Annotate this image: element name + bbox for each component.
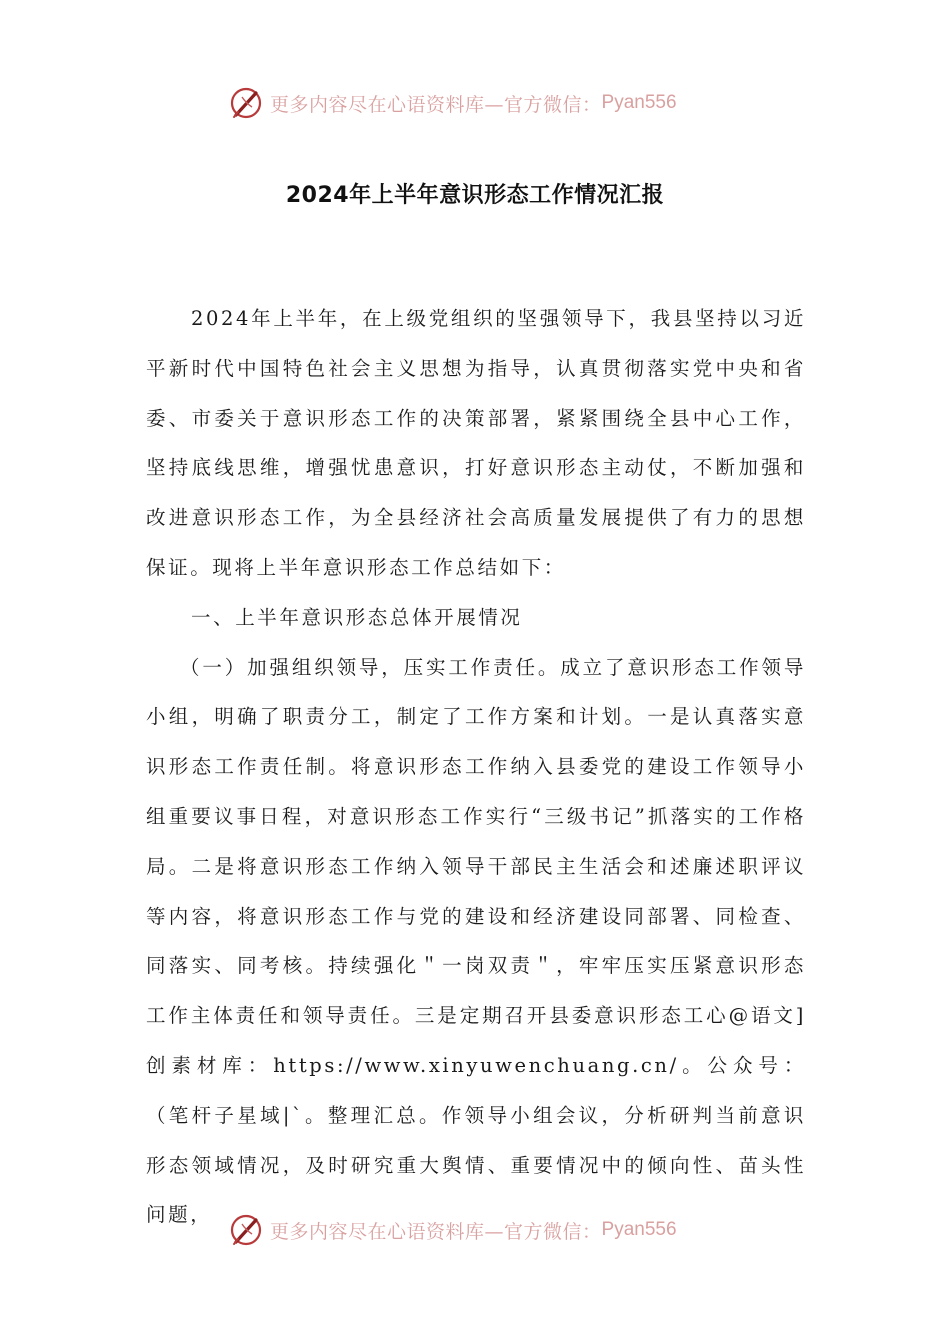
pen-logo-icon bbox=[228, 1212, 264, 1248]
watermark-text: 更多内容尽在心语资料库—官方微信： bbox=[270, 1220, 602, 1243]
watermark-wechat-id: Pyan556 bbox=[601, 92, 677, 113]
document-body bbox=[146, 294, 806, 1240]
pen-logo-icon bbox=[228, 85, 264, 121]
watermark-banner-top bbox=[228, 83, 748, 123]
intro-paragraph: 2024年上半年，在上级党组织的坚强领导下，我县坚持以习近平新时代中国特色社会主义思想为指导，认真贯彻落实党中央和省委、市委关于意识形态工作的决策部署，紧紧围绕全县中心工作，坚持底线思维，增强忧患意识，打好意识形态主动仗，不断加强和改进意识形态工作，为全县经济社会高质量发展提供了有力的思想保证。现将上半年意识形态工作总结如下： bbox=[146, 307, 806, 579]
watermark-wechat-id: Pyan556 bbox=[601, 1219, 677, 1240]
document-title: 2024年上半年意识形态工作情况汇报 bbox=[285, 183, 665, 208]
watermark-banner-bottom bbox=[228, 1210, 748, 1250]
watermark-text: 更多内容尽在心语资料库—官方微信： bbox=[270, 93, 602, 116]
section-heading: 一、上半年意识形态总体开展情况 bbox=[191, 605, 523, 629]
section-paragraph: （一）加强组织领导，压实工作责任。成立了意识形态工作领导小组，明确了职责分工，制定了工作方案和计划。一是认真落实意识形态工作责任制。将意识形态工作纳入县委党的建设工作领导小组重要议事日程，对意识形态工作实行“三级书记”抓落实的工作格局。二是将意识形态工作纳入领导干部民主生活会和述廉述职评议等内容，将意识形态工作与党的建设和经济建设同部署、同检查、同落实、同考核。持续强化＂一岗双责＂，牢牢压实压紧意识形态工作主体责任和领导责任。三是定期召开县委意识形态工心@语文]创素材库：https://www.xinyuwenchuang.cn/。公众号：（笔杆子星域|`。整理汇总。作领导小组会议，分析研判当前意识形态领域情况，及时研究重大舆情、重要情况中的倾向性、苗头性问题， bbox=[146, 655, 806, 1227]
